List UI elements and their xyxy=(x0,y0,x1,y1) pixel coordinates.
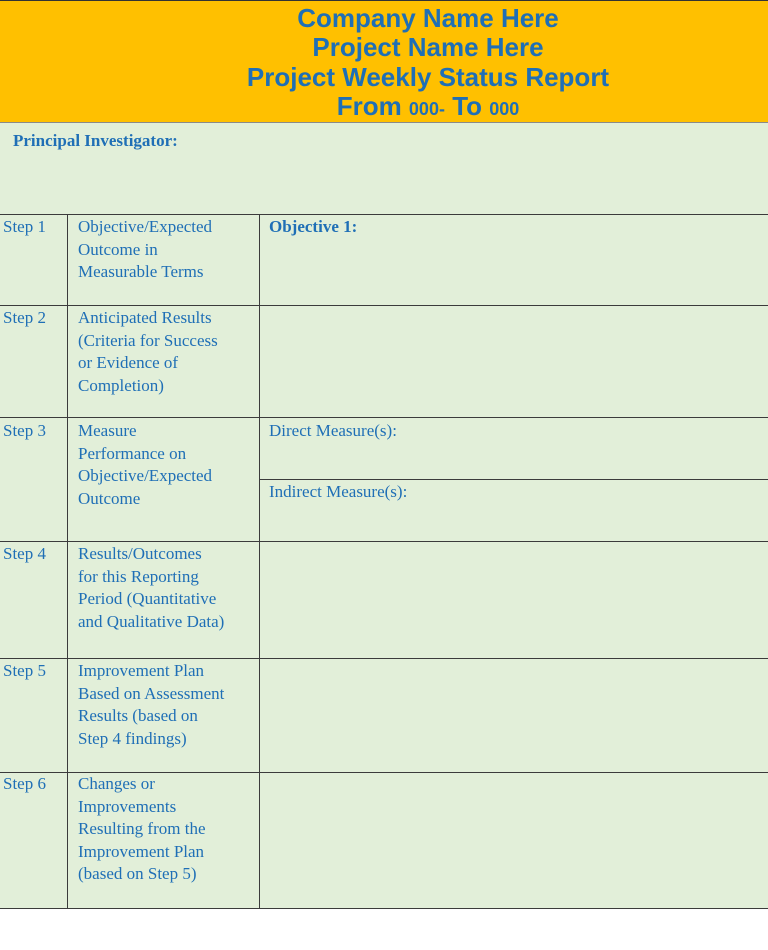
row-divider xyxy=(0,541,768,542)
step-5-description: Improvement Plan Based on Assessment Results (based on Step 4 findings) xyxy=(78,661,225,748)
indirect-measures-label: Indirect Measure(s): xyxy=(269,482,408,501)
measure-split-divider xyxy=(260,479,768,480)
step-6-description: Changes or Improvements Resulting from the Improvement Plan (based on Step 5) xyxy=(78,774,206,884)
from-label: From xyxy=(336,91,402,121)
report-title: Project Weekly Status Report xyxy=(246,62,610,92)
project-name: Project Name Here xyxy=(312,32,544,62)
step-5-label: Step 5 xyxy=(3,661,46,680)
step-1-label: Step 1 xyxy=(3,217,46,236)
date-range xyxy=(90,91,766,124)
page-bottom-margin xyxy=(0,909,768,950)
direct-measures-label: Direct Measure(s): xyxy=(269,421,397,440)
step-3-description: Measure Performance on Objective/Expected Outcome xyxy=(78,421,213,508)
from-value: 000- xyxy=(408,99,445,119)
row-divider xyxy=(0,658,768,659)
step-4-description: Results/Outcomes for this Reporting Period (Quantitative and Qualitative Data) xyxy=(78,544,225,631)
column-divider xyxy=(259,214,260,909)
row-divider xyxy=(0,417,768,418)
column-divider xyxy=(67,214,68,909)
objective-1-label: Objective 1: xyxy=(269,217,358,236)
principal-investigator-label: Principal Investigator: xyxy=(13,131,178,150)
company-name: Company Name Here xyxy=(297,3,559,33)
row-divider xyxy=(0,305,768,306)
row-divider xyxy=(0,214,768,215)
step-3-label: Step 3 xyxy=(3,421,46,440)
step-2-label: Step 2 xyxy=(3,308,46,327)
to-value: 000 xyxy=(489,99,520,119)
step-6-label: Step 6 xyxy=(3,774,46,793)
step-1-description: Objective/Expected Outcome in Measurable Terms xyxy=(78,217,213,282)
status-report-table xyxy=(0,123,768,909)
to-label: To xyxy=(452,91,483,121)
step-2-description: Anticipated Results (Criteria for Success or Evidence of Completion) xyxy=(78,308,218,395)
report-header xyxy=(0,0,768,123)
step-4-label: Step 4 xyxy=(3,544,46,563)
